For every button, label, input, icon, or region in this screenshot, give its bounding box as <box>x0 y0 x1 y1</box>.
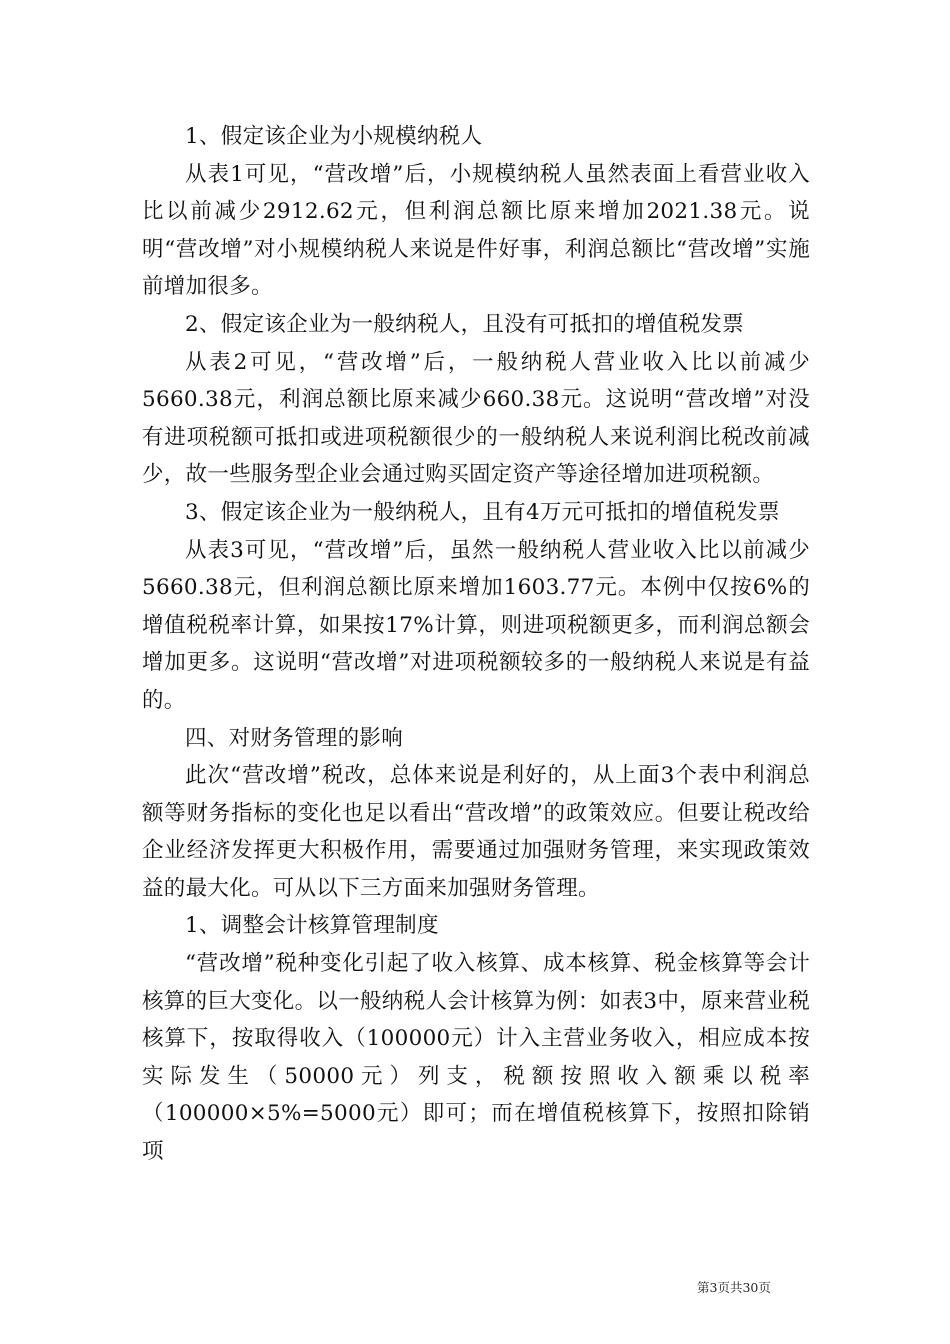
paragraph-table2-analysis: 从表2可见，“营改增”后，一般纳税人营业收入比以前减少5660.38元，利润总额比原来减少660.38元。这说明“营改增”对没有进项税额可抵扣或进项税额很少的一般纳税人来说利润比税改前减少，故一些服务型企业会通过购买固定资产等途径增加进项税额。 <box>142 349 810 488</box>
section-heading-general-taxpayer-no-invoice: 2、假定该企业为一般纳税人，且没有可抵扣的增值税发票 <box>185 311 744 337</box>
paragraph-table3-analysis: 从表3可见，“营改增”后，虽然一般纳税人营业收入比以前减少5660.38元，但利润总额比原来增加1603.77元。本例中仅按6%的增值税税率计算，如果按17%计算，则进项税额更多，而利润总额会增加更多。这说明“营改增”对进项税额较多的一般纳税人来说是有益的。 <box>142 537 810 713</box>
section-heading-financial-management-impact: 四、对财务管理的影响 <box>185 725 404 751</box>
page-number-footer: 第3页共30页 <box>697 1280 771 1295</box>
document-body <box>142 118 810 1171</box>
paragraph-table1-analysis: 从表1可见，“营改增”后，小规模纳税人虽然表面上看营业收入比以前减少2912.62元，但利润总额比原来增加2021.38元。说明“营改增”对小规模纳税人来说是件好事，利润总额比“营改增”实施前增加很多。 <box>142 161 810 300</box>
paragraph-accounting-changes: “营改增”税种变化引起了收入核算、成本核算、税金核算等会计核算的巨大变化。以一般纳税人会计核算为例：如表3中，原来营业税核算下，按取得收入（100000元）计入主营业务收入，相应成本按实际发生（50000元）列支，税额按照收入额乘以税率（100000×5%=5000元）即可；而在增值税核算下，按照扣除销项 <box>142 951 810 1165</box>
section-heading-small-scale-taxpayer: 1、假定该企业为小规模纳税人 <box>185 124 483 149</box>
section-heading-general-taxpayer-with-invoice: 3、假定该企业为一般纳税人，且有4万元可抵扣的增值税发票 <box>185 499 780 525</box>
section-heading-adjust-accounting-system: 1、调整会计核算管理制度 <box>185 913 439 939</box>
paragraph-financial-management-overview: 此次“营改增”税改，总体来说是利好的，从上面3个表中利润总额等财务指标的变化也足以看出“营改增”的政策效应。但要让税改给企业经济发挥更大积极作用，需要通过加强财务管理，来实现政策效益的最大化。可从以下三方面来加强财务管理。 <box>142 763 810 901</box>
